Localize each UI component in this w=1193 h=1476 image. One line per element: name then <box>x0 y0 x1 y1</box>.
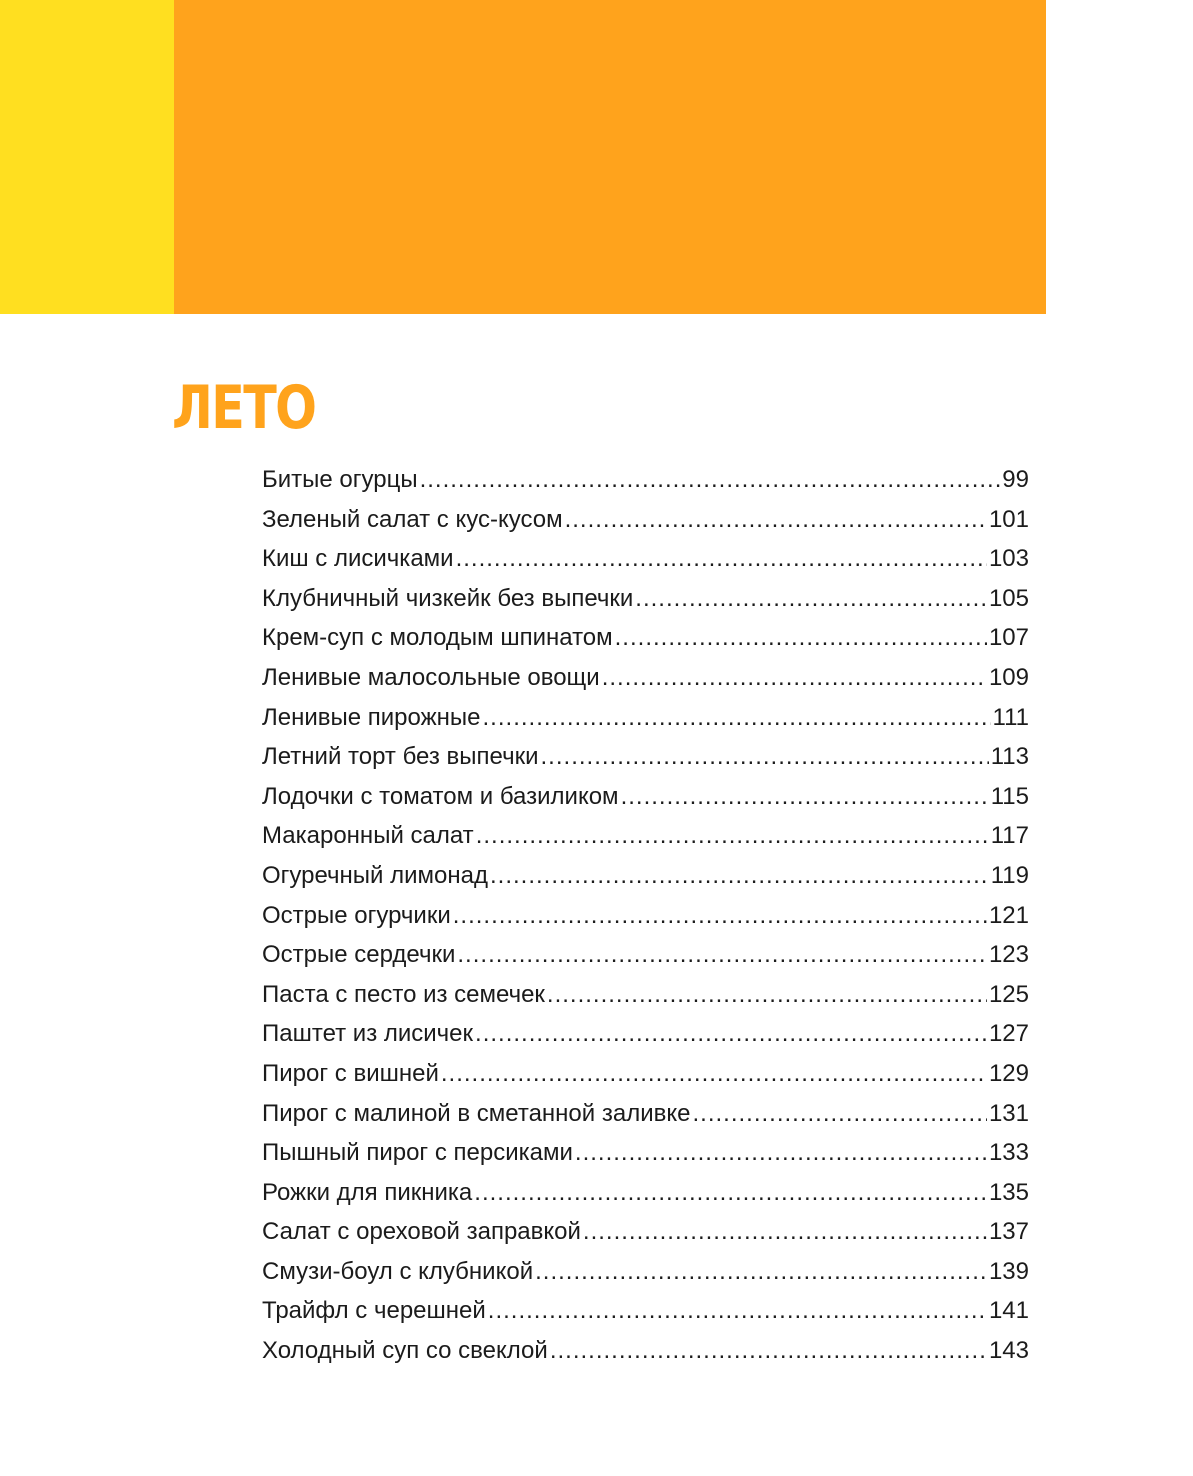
toc-entry[interactable] <box>262 658 1029 698</box>
toc-entry-page: 113 <box>990 743 1029 771</box>
dot-leader <box>583 1212 987 1252</box>
toc-entry-title: Паста с песто из семечек <box>262 980 545 1008</box>
toc-entry-title: Салат с ореховой заправкой <box>262 1218 581 1246</box>
toc-entry[interactable] <box>262 816 1029 856</box>
dot-leader <box>692 1094 986 1134</box>
toc-entry[interactable] <box>262 856 1029 896</box>
toc-entry[interactable] <box>262 500 1029 540</box>
toc-entry-title: Пирог с вишней <box>262 1059 439 1087</box>
toc-entry-title: Рожки для пикника <box>262 1178 473 1206</box>
dot-leader <box>420 460 1001 500</box>
table-of-contents <box>262 460 1029 1371</box>
dot-leader <box>453 896 987 936</box>
toc-entry-title: Ленивые малосольные овощи <box>262 663 600 691</box>
toc-entry[interactable] <box>262 539 1029 579</box>
toc-entry-page: 141 <box>988 1297 1029 1325</box>
dot-leader <box>488 1291 987 1331</box>
header-band-orange <box>174 0 1046 314</box>
dot-leader <box>535 1252 987 1292</box>
toc-entry-title: Пышный пирог с персиками <box>262 1139 573 1167</box>
dot-leader <box>475 1014 987 1054</box>
toc-entry[interactable] <box>262 737 1029 777</box>
section-title: ЛЕТО <box>172 373 316 443</box>
toc-entry-title: Острые сердечки <box>262 941 456 969</box>
toc-entry[interactable] <box>262 935 1029 975</box>
toc-entry-title: Клубничный чизкейк без выпечки <box>262 584 634 612</box>
toc-entry-page: 105 <box>988 584 1029 612</box>
toc-entry[interactable] <box>262 1094 1029 1134</box>
toc-entry-title: Макаронный салат <box>262 822 474 850</box>
toc-entry-page: 103 <box>988 545 1029 573</box>
dot-leader <box>575 1133 987 1173</box>
toc-entry-title: Трайфл с черешней <box>262 1297 486 1325</box>
toc-entry-page: 123 <box>988 941 1029 969</box>
toc-entry[interactable] <box>262 975 1029 1015</box>
toc-entry-page: 127 <box>988 1020 1029 1048</box>
toc-entry-page: 117 <box>990 822 1029 850</box>
toc-entry-title: Паштет из лисичек <box>262 1020 474 1048</box>
dot-leader <box>635 579 987 619</box>
toc-entry[interactable] <box>262 579 1029 619</box>
toc-entry-page: 133 <box>988 1139 1029 1167</box>
toc-entry-title: Острые огурчики <box>262 901 451 929</box>
toc-entry-page: 119 <box>990 861 1029 889</box>
toc-entry-page: 101 <box>988 505 1029 533</box>
toc-entry-title: Летний торт без выпечки <box>262 743 539 771</box>
header-band-yellow <box>0 0 174 314</box>
toc-entry-page: 143 <box>988 1337 1029 1365</box>
toc-entry-title: Киш с лисичками <box>262 545 454 573</box>
toc-entry[interactable] <box>262 1133 1029 1173</box>
toc-entry-page: 137 <box>988 1218 1029 1246</box>
dot-leader <box>621 777 989 817</box>
toc-entry-page: 139 <box>988 1257 1029 1285</box>
toc-entry[interactable] <box>262 1054 1029 1094</box>
toc-entry-title: Огуречный лимонад <box>262 861 488 889</box>
toc-entry[interactable] <box>262 698 1029 738</box>
toc-entry[interactable] <box>262 896 1029 936</box>
dot-leader <box>483 698 991 738</box>
toc-entry-title: Холодный суп со свеклой <box>262 1337 548 1365</box>
toc-entry-page: 135 <box>988 1178 1029 1206</box>
toc-entry-page: 99 <box>1002 466 1029 493</box>
toc-entry[interactable] <box>262 1014 1029 1054</box>
dot-leader <box>547 975 987 1015</box>
dot-leader <box>457 935 987 975</box>
toc-entry-title: Битые огурцы <box>262 466 418 493</box>
toc-entry-page: 107 <box>988 624 1029 652</box>
dot-leader <box>541 737 989 777</box>
dot-leader <box>615 618 987 658</box>
toc-entry-page: 121 <box>988 901 1029 929</box>
toc-entry-page: 125 <box>988 980 1029 1008</box>
dot-leader <box>565 500 987 540</box>
toc-entry[interactable] <box>262 1212 1029 1252</box>
toc-entry-title: Лодочки с томатом и базиликом <box>262 782 619 810</box>
dot-leader <box>456 539 987 579</box>
toc-entry-title: Смузи-боул с клубникой <box>262 1257 534 1285</box>
toc-entry-page: 109 <box>988 663 1029 691</box>
toc-entry[interactable] <box>262 1291 1029 1331</box>
dot-leader <box>602 658 987 698</box>
dot-leader <box>474 1173 987 1213</box>
toc-entry[interactable] <box>262 777 1029 817</box>
dot-leader <box>550 1331 987 1371</box>
toc-entry[interactable] <box>262 1252 1029 1292</box>
toc-entry-title: Крем-суп с молодым шпинатом <box>262 624 613 652</box>
dot-leader <box>441 1054 987 1094</box>
toc-entry-title: Пирог с малиной в сметанной заливке <box>262 1099 691 1127</box>
dot-leader <box>490 856 989 896</box>
toc-entry[interactable] <box>262 1173 1029 1213</box>
toc-entry[interactable] <box>262 460 1029 500</box>
toc-entry-page: 111 <box>992 703 1029 731</box>
toc-entry-page: 131 <box>988 1099 1029 1127</box>
dot-leader <box>476 816 989 856</box>
toc-entry[interactable] <box>262 618 1029 658</box>
toc-entry-title: Зеленый салат с кус-кусом <box>262 505 563 533</box>
toc-entry-page: 129 <box>988 1059 1029 1087</box>
toc-entry[interactable] <box>262 1331 1029 1371</box>
toc-entry-page: 115 <box>990 782 1029 810</box>
toc-entry-title: Ленивые пирожные <box>262 703 481 731</box>
